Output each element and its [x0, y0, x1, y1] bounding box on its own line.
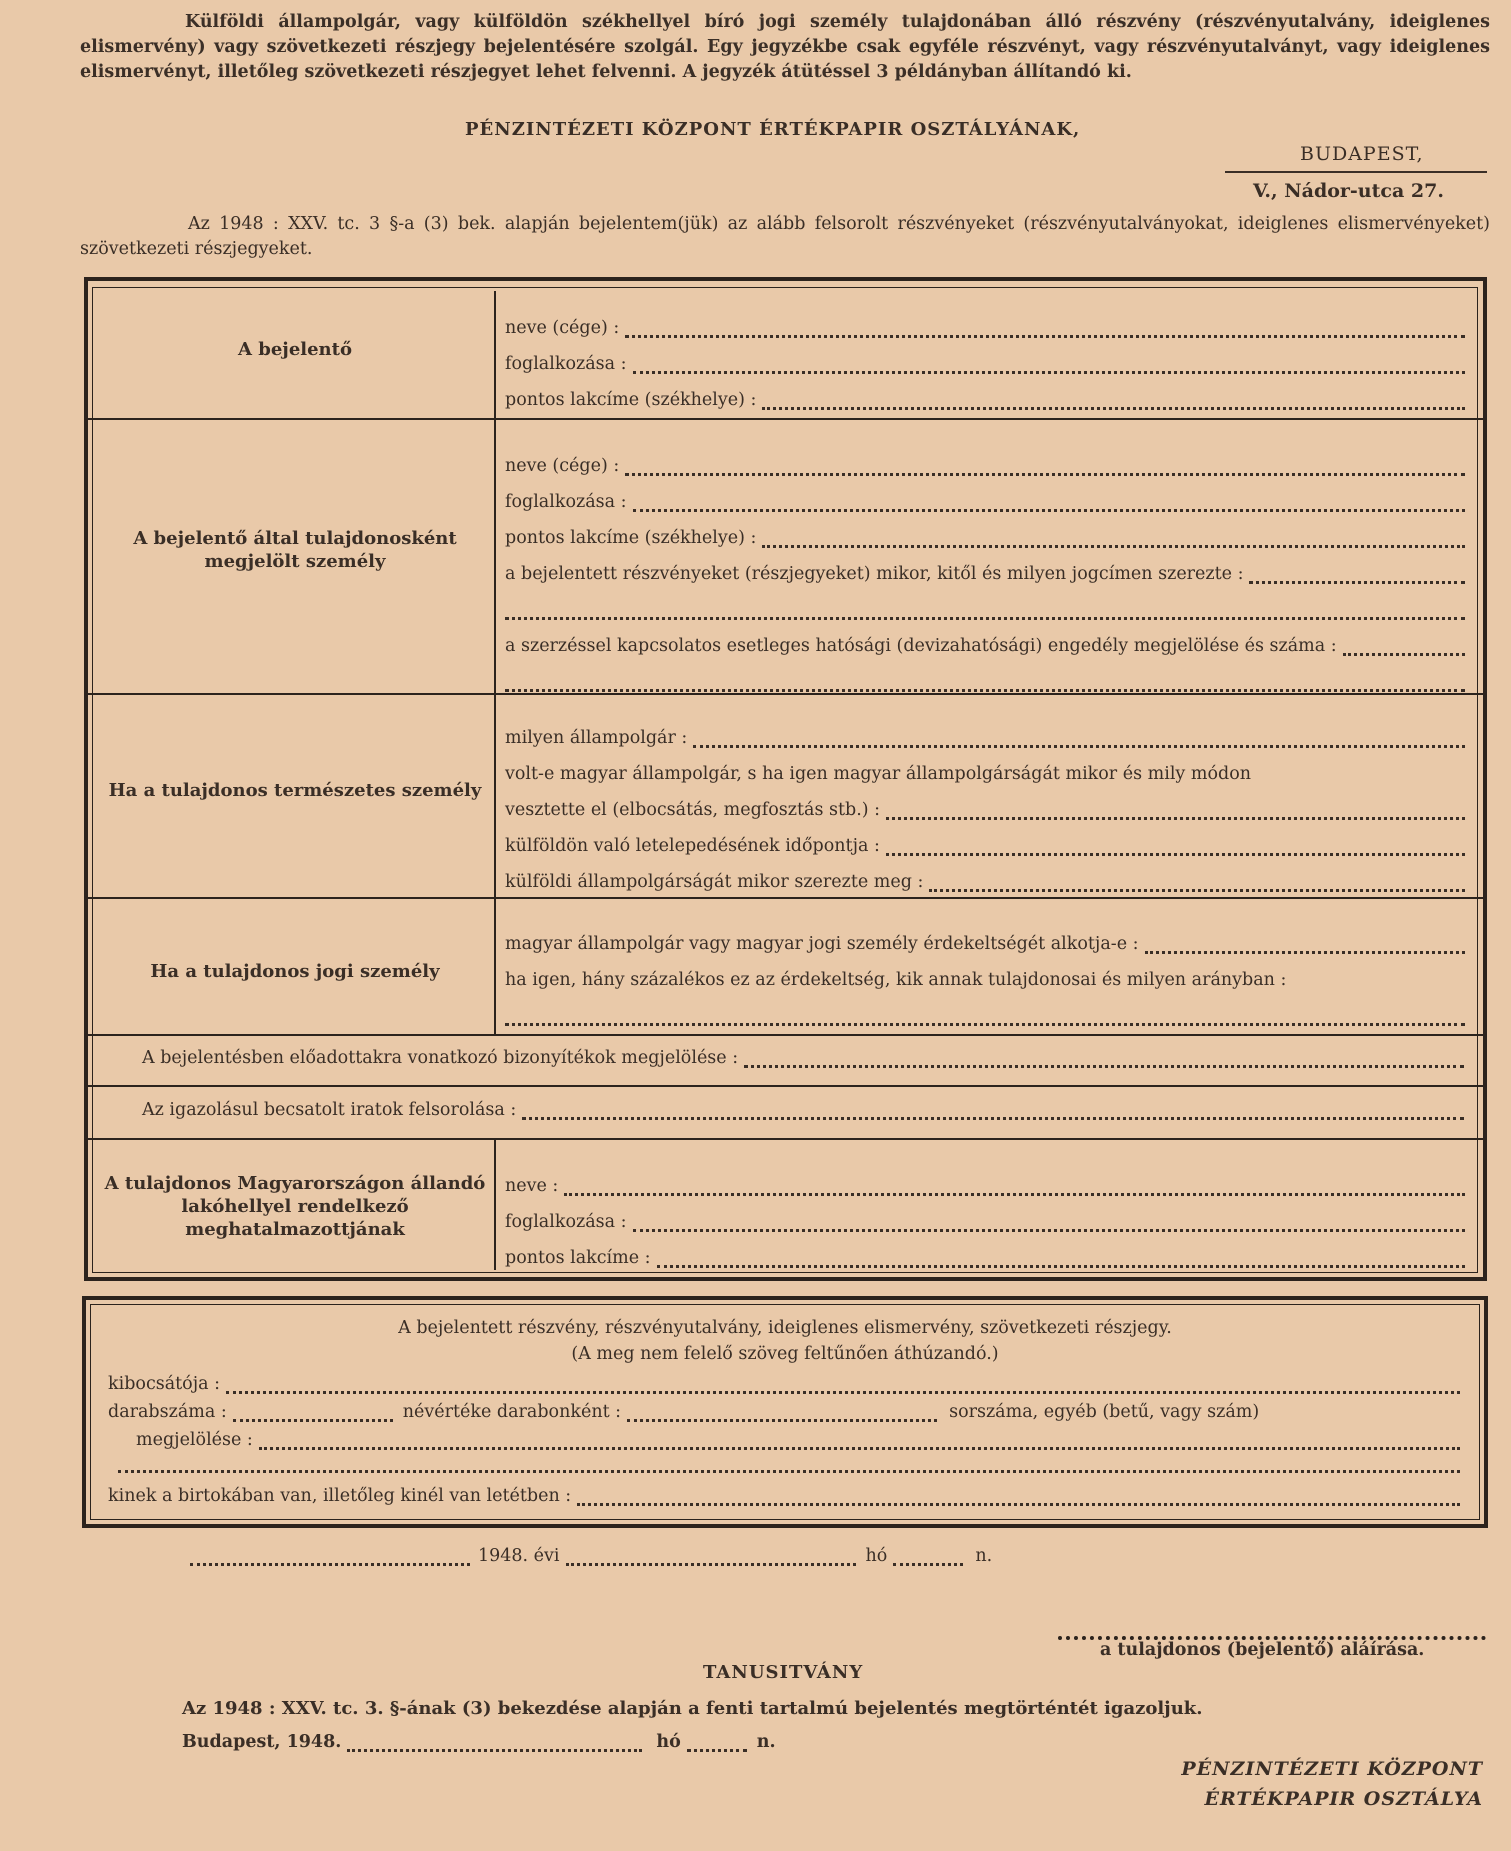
- field-name[interactable]: [505, 440, 1465, 476]
- recipient-street: V., Nádor-utca 27.: [1253, 180, 1444, 202]
- date-day-label: n.: [975, 1546, 993, 1566]
- column-divider: [494, 291, 496, 418]
- row-divider: [88, 1085, 1483, 1087]
- row-divider: [88, 1138, 1483, 1140]
- field-label: kibocsátója :: [108, 1374, 221, 1394]
- field-label: A bejelentésben előadottakra vonatkozó bizonyítékok megjelölése :: [142, 1048, 739, 1068]
- field-label: darabszáma :: [108, 1402, 227, 1422]
- fill-dots: [693, 733, 1465, 748]
- fill-dots: [625, 461, 1465, 476]
- certificate-date-line[interactable]: [182, 1732, 822, 1752]
- field-address[interactable]: [505, 1232, 1465, 1268]
- certificate-place: Budapest, 1948.: [182, 1732, 342, 1752]
- fill-dots: [1343, 641, 1465, 656]
- field-name[interactable]: [505, 302, 1465, 338]
- field-label: vesztette el (elbocsátás, megfosztás stb.) :: [505, 800, 881, 820]
- field-label: külföldi állampolgárságát mikor szerezte meg :: [505, 872, 924, 892]
- date-line[interactable]: [190, 1546, 1040, 1566]
- issuer-line-1: PÉNZINTÉZETI KÖZPONT: [1181, 1758, 1483, 1780]
- row-divider: [88, 693, 1483, 695]
- field-count-nominal-serial[interactable]: [108, 1402, 1460, 1422]
- field-label: Az igazolásul becsatolt iratok felsorolása :: [142, 1100, 517, 1120]
- field-permit-cont[interactable]: [505, 656, 1465, 692]
- field-acquisition[interactable]: [505, 548, 1465, 584]
- field-occupation[interactable]: [505, 476, 1465, 512]
- field-loss[interactable]: [505, 784, 1465, 820]
- fill-dots: [566, 1551, 856, 1566]
- section-label-declarant: A bejelentő: [238, 339, 352, 360]
- field-interest-share[interactable]: [505, 954, 1465, 990]
- field-label: neve (cége) :: [505, 456, 620, 476]
- date-year-label: 1948. évi: [478, 1546, 560, 1566]
- fill-dots: [687, 1737, 747, 1752]
- fill-dots: [762, 395, 1465, 410]
- row-divider: [88, 897, 1483, 899]
- field-label: külföldön való letelepedésének időpontja :: [505, 836, 880, 856]
- field-address[interactable]: [505, 374, 1465, 410]
- fill-dots: [522, 1105, 1464, 1120]
- field-label: kinek a birtokában van, illetőleg kinél van letétben :: [108, 1486, 572, 1506]
- column-divider: [494, 1140, 496, 1270]
- field-name[interactable]: [505, 1160, 1465, 1196]
- field-foreign-citizenship[interactable]: [505, 856, 1465, 892]
- section-label-owner: A bejelentő által tulajdonosként megjelölt személy: [133, 528, 457, 572]
- header-rule: [1225, 171, 1487, 173]
- field-evidence[interactable]: [142, 1048, 1464, 1068]
- fill-dots: [762, 533, 1465, 548]
- field-label: ha igen, hány százalékos ez az érdekeltség, kik annak tulajdonosai és milyen arányban :: [505, 970, 1287, 990]
- fill-dots: [886, 841, 1465, 856]
- fill-dots: [633, 359, 1465, 374]
- fill-dots: [564, 1181, 1465, 1196]
- issuer-line-2: ÉRTÉKPAPIR OSZTÁLYA: [1204, 1788, 1483, 1810]
- field-label: pontos lakcíme :: [505, 1248, 651, 1268]
- fill-dots: [929, 877, 1465, 892]
- column-divider: [494, 899, 496, 1034]
- section-label-natural-person: Ha a tulajdonos természetes személy: [108, 780, 482, 801]
- section-fields-owner: [505, 440, 1465, 692]
- field-label: foglalkozása :: [505, 1212, 627, 1232]
- field-issuer[interactable]: [108, 1374, 1460, 1394]
- field-acquisition-cont[interactable]: [505, 584, 1465, 620]
- field-label: pontos lakcíme (székhelye) :: [505, 390, 757, 410]
- fill-dots: [347, 1737, 642, 1752]
- field-label: sorszáma, egyéb (betű, vagy szám): [949, 1402, 1260, 1422]
- field-citizenship[interactable]: [505, 712, 1465, 748]
- field-address[interactable]: [505, 512, 1465, 548]
- field-holder[interactable]: [108, 1486, 1460, 1506]
- section-fields-representative: [505, 1160, 1465, 1268]
- section-fields-legal-person: [505, 918, 1465, 1026]
- fill-dots: [577, 1491, 1460, 1506]
- fill-dots: [625, 323, 1465, 338]
- field-occupation[interactable]: [505, 338, 1465, 374]
- certificate-month-label: hó: [656, 1732, 681, 1752]
- field-label: a bejelentett részvényeket (részjegyeket) mikor, kitől és milyen jogcímen szerezte :: [505, 564, 1244, 584]
- field-label: magyar állampolgár vagy magyar jogi személy érdekeltségét alkotja-e :: [505, 934, 1139, 954]
- fill-dots: [633, 497, 1465, 512]
- field-label: volt-e magyar állampolgár, s ha igen magyar állampolgárságát mikor és mily módon: [505, 764, 1252, 784]
- certificate-text: Az 1948 : XXV. tc. 3. §-ának (3) bekezdése alapján a fenti tartalmú bejelentés megtörténtét igazoljuk.: [182, 1698, 1203, 1719]
- share-box-note: (A meg nem felelő szöveg feltűnően áthúzandó.): [571, 1344, 999, 1364]
- field-settlement-date[interactable]: [505, 820, 1465, 856]
- fill-dots: [118, 1458, 1460, 1473]
- field-documents[interactable]: [142, 1100, 1464, 1120]
- signature-caption: a tulajdonos (bejelentő) aláírása.: [1100, 1640, 1425, 1660]
- field-interest-cont[interactable]: [505, 990, 1465, 1026]
- column-divider: [494, 695, 496, 897]
- fill-dots: [627, 1407, 937, 1422]
- recipient-title: PÉNZINTÉZETI KÖZPONT ÉRTÉKPAPIR OSZTÁLYÁNAK,: [465, 119, 1081, 140]
- fill-dots: [744, 1053, 1464, 1068]
- section-label-representative: A tulajdonos Magyarországon állandó lakóhellyel rendelkező meghatalmazottjának: [104, 1173, 486, 1240]
- field-label: megjelölése :: [136, 1430, 253, 1450]
- row-divider: [88, 418, 1483, 420]
- certificate-day-label: n.: [756, 1732, 776, 1752]
- field-former-citizenship[interactable]: [505, 748, 1465, 784]
- fill-dots: [893, 1551, 963, 1566]
- fill-dots: [657, 1253, 1465, 1268]
- section-label-legal-person: Ha a tulajdonos jogi személy: [150, 961, 440, 982]
- row-divider: [88, 1034, 1483, 1036]
- fill-dots: [233, 1407, 393, 1422]
- fill-dots: [1145, 939, 1465, 954]
- intro-text: Külföldi állampolgár, vagy külföldön székhellyel bíró jogi személy tulajdonában álló részvény (részvényutalvány, ideiglenes elismervény) vagy szövetkezeti részjegy bejelentésére szolgál. Egy jegyzékbe csak egyféle részvényt, vagy részvényutalványt, vagy ideiglenes elismervényt, illetőleg szövetkezeti részjegyet lehet felvenni. A jegyzék átütéssel 3 példányban állítandó ki.: [80, 12, 1490, 82]
- field-designation[interactable]: [136, 1430, 1460, 1450]
- field-label: neve :: [505, 1176, 559, 1196]
- field-label: pontos lakcíme (székhelye) :: [505, 528, 757, 548]
- fill-dots: [259, 1435, 1460, 1450]
- share-box-title: A bejelentett részvény, részvényutalvány, ideiglenes elismervény, szövetkezeti részjegy.: [398, 1318, 1172, 1338]
- section-fields-declarant: [505, 302, 1465, 410]
- fill-dots: [226, 1379, 1460, 1394]
- declaration-text: Az 1948 : XXV. tc. 3 §-a (3) bek. alapján bejelentem(jük) az alább felsorolt részvényeket (részvényutalványokat, ideiglenes elismervényeket) szövetkezeti részjegyeket.: [80, 214, 1490, 259]
- field-occupation[interactable]: [505, 1196, 1465, 1232]
- fill-dots: [633, 1217, 1465, 1232]
- field-label: foglalkozása :: [505, 354, 627, 374]
- field-permit[interactable]: [505, 620, 1465, 656]
- fill-dots: [190, 1551, 470, 1566]
- fill-dots: [505, 677, 1465, 692]
- section-fields-natural-person: [505, 712, 1465, 892]
- field-designation-cont[interactable]: [118, 1458, 1460, 1473]
- fill-dots: [505, 1011, 1465, 1026]
- field-interest[interactable]: [505, 918, 1465, 954]
- certificate-title: TANUSITVÁNY: [703, 1662, 864, 1683]
- field-label: milyen állampolgár :: [505, 728, 688, 748]
- field-label: névértéke darabonként :: [402, 1402, 622, 1422]
- fill-dots: [505, 605, 1465, 620]
- field-label: foglalkozása :: [505, 492, 627, 512]
- date-month-label: hó: [865, 1546, 888, 1566]
- signature-line[interactable]: [1058, 1628, 1486, 1640]
- field-label: neve (cége) :: [505, 318, 620, 338]
- fill-dots: [1249, 569, 1465, 584]
- column-divider: [494, 420, 496, 693]
- field-label: a szerzéssel kapcsolatos esetleges hatósági (devizahatósági) engedély megjelölése és száma :: [505, 636, 1337, 656]
- fill-dots: [886, 805, 1465, 820]
- recipient-city: BUDAPEST,: [1300, 143, 1424, 165]
